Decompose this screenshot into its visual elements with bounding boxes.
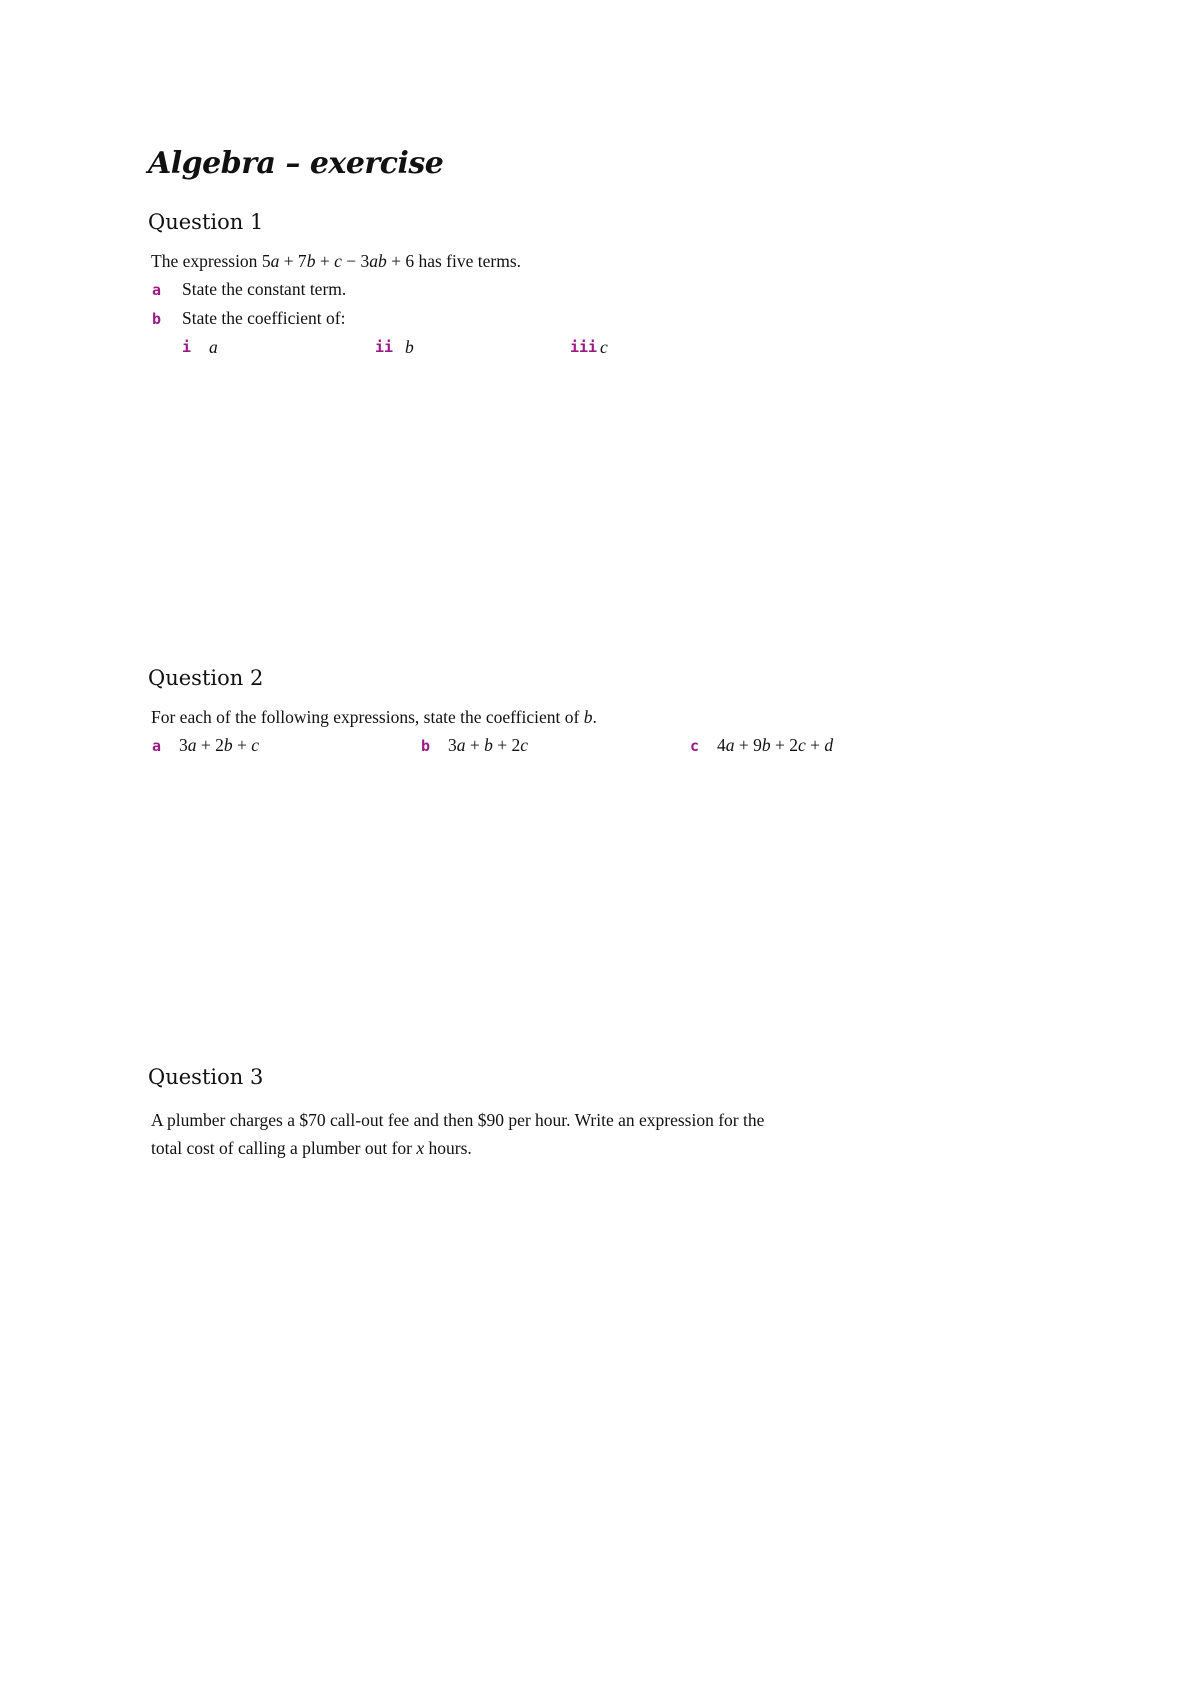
subpart-var	[405, 337, 414, 358]
part-text: State the coefficient of:	[182, 308, 346, 328]
part-label: b	[152, 310, 162, 328]
question-3-line-2	[151, 1138, 472, 1159]
question-1-intro	[151, 251, 521, 272]
expr-var: a	[456, 735, 466, 755]
expr-term: +	[805, 735, 825, 755]
subpart-var	[600, 337, 608, 358]
expr-term: 4	[717, 735, 726, 755]
question-2-intro	[151, 707, 597, 728]
part-label: c	[690, 737, 700, 755]
q2-intro-suffix: .	[592, 707, 597, 727]
question-3-line-1: A plumber charges a $70 call-out fee and then $90 per hour. Write an expression for the	[151, 1110, 765, 1130]
q1-intro-suffix: has five terms.	[414, 251, 522, 271]
q2-intro-prefix: For each of the following expressions, state the coefficient of	[151, 707, 584, 727]
q2-intro-var: b	[583, 707, 593, 727]
subpart-var	[209, 337, 218, 358]
subpart-var-text: a	[209, 337, 218, 357]
expr-var: b	[223, 735, 233, 755]
expr-term: + 2	[770, 735, 798, 755]
subpart-label: iii	[570, 338, 598, 356]
part-expression	[448, 735, 528, 756]
subpart-var-text: c	[600, 337, 608, 357]
expr-var: a	[725, 735, 735, 755]
expr-term: 5	[261, 251, 271, 271]
expr-var: c	[334, 251, 342, 271]
expr-var: b	[484, 735, 493, 755]
expr-var: c	[798, 735, 806, 755]
part-label: a	[152, 737, 162, 755]
expr-term: + 7	[279, 251, 307, 271]
expr-var: ab	[369, 251, 387, 271]
q3-line2-suffix: hours.	[424, 1138, 472, 1158]
subpart-var-text: b	[405, 337, 414, 357]
part-expression	[179, 735, 259, 756]
q3-line2-var: x	[416, 1138, 425, 1158]
question-1-heading: Question 1	[148, 210, 264, 234]
subpart-label: i	[182, 338, 192, 356]
expr-var: a	[187, 735, 197, 755]
part-label: b	[421, 737, 431, 755]
q1-expression	[262, 251, 414, 271]
expr-term: 3	[448, 735, 457, 755]
expr-term: +	[315, 251, 335, 271]
part-label: a	[152, 281, 162, 299]
page-title: Algebra – exercise	[148, 146, 444, 181]
expr-term: + 2	[196, 735, 224, 755]
expr-term: + 6	[386, 251, 415, 271]
expr-term: + 2	[492, 735, 521, 755]
subpart-label: ii	[375, 338, 394, 356]
q1-intro-prefix: The expression	[151, 251, 262, 271]
expr-var: a	[270, 251, 280, 271]
part-text: State the constant term.	[182, 279, 347, 299]
expr-var: c	[251, 735, 260, 755]
expr-var: c	[520, 735, 529, 755]
expr-var: b	[306, 251, 316, 271]
expr-term: 3	[179, 735, 188, 755]
expr-term: +	[465, 735, 485, 755]
question-2-heading: Question 2	[148, 666, 264, 690]
expr-term: − 3	[341, 251, 370, 271]
expr-var: d	[824, 735, 834, 755]
question-3-heading: Question 3	[148, 1065, 264, 1089]
part-expression	[717, 735, 833, 756]
expr-var: b	[761, 735, 771, 755]
expr-term: +	[232, 735, 252, 755]
expr-term: + 9	[734, 735, 762, 755]
q3-line2-prefix: total cost of calling a plumber out for	[151, 1138, 417, 1158]
